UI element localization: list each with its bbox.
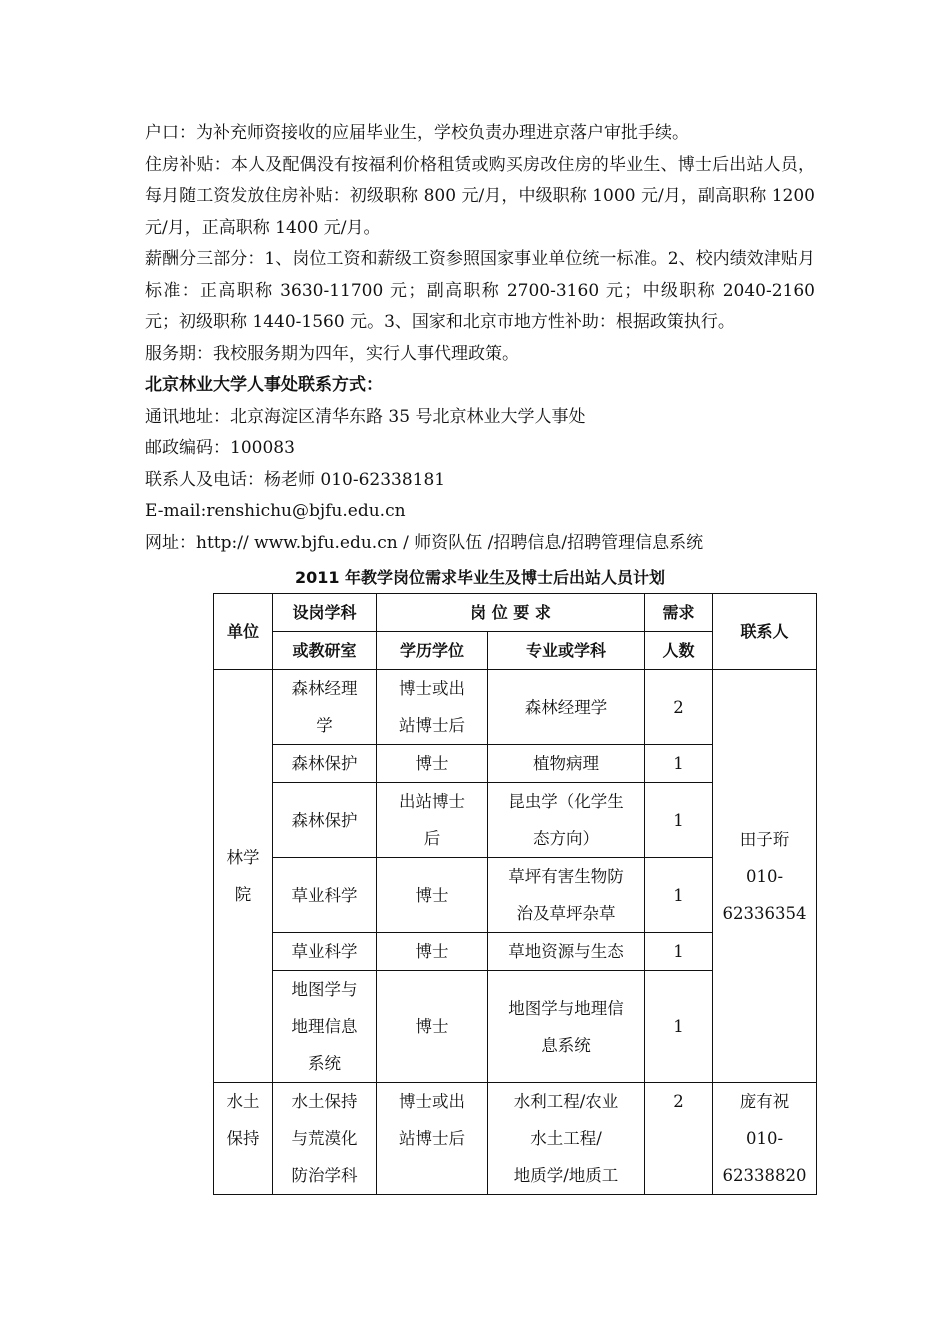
- paragraph-housing: 住房补贴：本人及配偶没有按福利价格租赁或购买房改住房的毕业生、博士后出站人员，每月随工资发放住房补贴：初级职称 800 元/月，中级职称 1000 元/月，副高职称 1200 元/月，正高职称 1400 元/月。: [145, 154, 815, 238]
- contact-website: 网址：http:// www.bjfu.edu.cn / 师资队伍 /招聘信息/招聘管理信息系统: [145, 532, 704, 553]
- contact-address: 通讯地址：北京海淀区清华东路 35 号北京林业大学人事处: [145, 406, 586, 427]
- discipline-cell: 森林保护: [273, 783, 377, 858]
- major-cell: 昆虫学（化学生 态方向）: [488, 783, 645, 858]
- count-cell: 1: [645, 933, 713, 971]
- header-contact: 联系人: [713, 594, 817, 670]
- paragraph-service: 服务期：我校服务期为四年，实行人事代理政策。: [145, 343, 519, 364]
- table-header-row: [214, 594, 817, 632]
- contact-email: E-mail:renshichu@bjfu.edu.cn: [145, 501, 406, 521]
- discipline-cell: 森林保护: [273, 745, 377, 783]
- count-cell: 1: [645, 971, 713, 1083]
- document-body: [145, 118, 815, 593]
- degree-cell: 出站博士 后: [377, 783, 488, 858]
- header-requirements: 岗 位 要 求: [377, 594, 645, 632]
- degree-cell: 博士: [377, 933, 488, 971]
- major-cell: 水利工程/农业 水土工程/ 地质学/地质工: [488, 1083, 645, 1195]
- contact-cell: 田子珩 010- 62336354: [713, 670, 817, 1083]
- count-cell: 1: [645, 783, 713, 858]
- degree-cell: 博士: [377, 745, 488, 783]
- count-cell: 2: [645, 670, 713, 745]
- contact-cell: 庞有祝 010- 62338820: [713, 1083, 817, 1195]
- contact-person: 联系人及电话：杨老师 010-62338181: [145, 469, 446, 490]
- unit-cell: 林学 院: [214, 670, 273, 1083]
- header-major: 专业或学科: [488, 632, 645, 670]
- major-cell: 草地资源与生态: [488, 933, 645, 971]
- major-cell: 地图学与地理信 息系统: [488, 971, 645, 1083]
- count-cell: 1: [645, 745, 713, 783]
- header-count-line2: 人数: [645, 632, 713, 670]
- major-cell: 植物病理: [488, 745, 645, 783]
- table-row: [214, 1083, 817, 1195]
- degree-cell: 博士: [377, 971, 488, 1083]
- table-row: [214, 670, 817, 745]
- header-degree: 学历学位: [377, 632, 488, 670]
- discipline-cell: 草业科学: [273, 933, 377, 971]
- paragraph-salary: 薪酬分三部分：1、岗位工资和薪级工资参照国家事业单位统一标准。2、校内绩效津贴月标准：正高职称 3630-11700 元；副高职称 2700-3160 元；中级职称 2040-2160 元；初级职称 1440-1560 元。3、国家和北京市地方性补助：根据政策执行。: [145, 249, 815, 332]
- degree-cell: 博士或出 站博士后: [377, 1083, 488, 1195]
- count-cell: 2: [645, 1083, 713, 1195]
- unit-cell: 水土 保持: [214, 1083, 273, 1195]
- major-cell: 草坪有害生物防 治及草坪杂草: [488, 858, 645, 933]
- count-cell: 1: [645, 858, 713, 933]
- header-discipline-line1: 设岗学科: [273, 594, 377, 632]
- contact-heading: 北京林业大学人事处联系方式：: [145, 375, 383, 395]
- discipline-cell: 地图学与 地理信息 系统: [273, 971, 377, 1083]
- header-unit: 单位: [214, 594, 273, 670]
- paragraph-hukou: 户口：为补充师资接收的应届毕业生，学校负责办理进京落户审批手续。: [145, 123, 689, 143]
- table-title: 2011 年教学岗位需求毕业生及博士后出站人员计划: [294, 568, 666, 587]
- header-count-line1: 需求: [645, 594, 713, 632]
- contact-postcode: 邮政编码：100083: [145, 438, 295, 458]
- recruitment-table: [213, 593, 817, 1195]
- discipline-cell: 水土保持 与荒漠化 防治学科: [273, 1083, 377, 1195]
- degree-cell: 博士: [377, 858, 488, 933]
- discipline-cell: 草业科学: [273, 858, 377, 933]
- discipline-cell: 森林经理 学: [273, 670, 377, 745]
- major-cell: 森林经理学: [488, 670, 645, 745]
- header-discipline-line2: 或教研室: [273, 632, 377, 670]
- degree-cell: 博士或出 站博士后: [377, 670, 488, 745]
